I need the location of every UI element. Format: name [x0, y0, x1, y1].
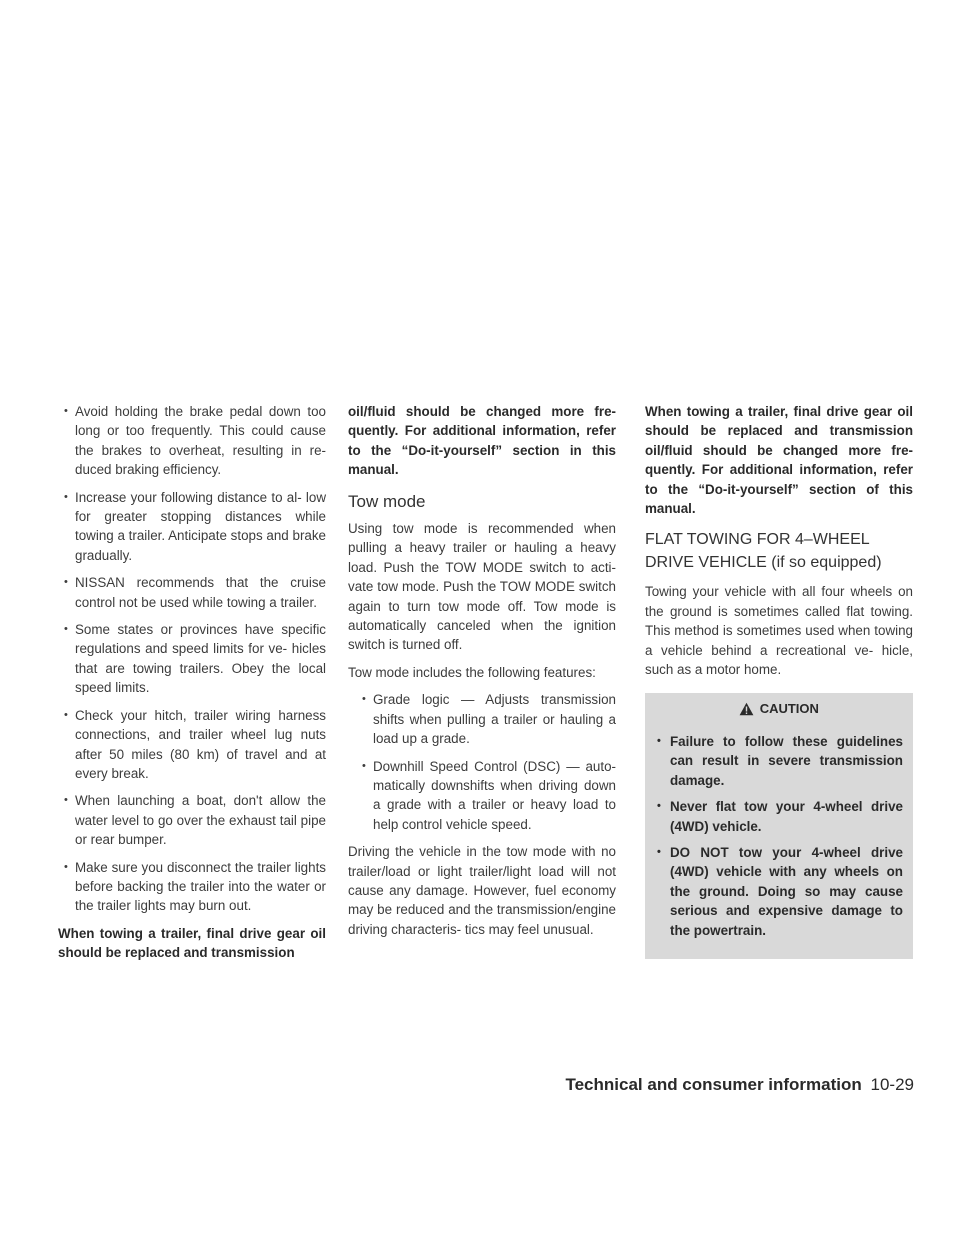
tow-mode-features-list — [348, 690, 616, 834]
caution-header — [655, 699, 903, 721]
gear-oil-note: When towing a trailer, final drive gear oil should be replaced and transmission oil/fluid should be changed more fre- quently. For additional information, refer to the “Do-it-yourself” section of this manual. — [645, 404, 913, 517]
list-item: • When launching a boat, don't allow the water level to go over the exhaust tail pipe or rear bumper. — [58, 791, 326, 849]
list-item: • Make sure you disconnect the trailer lights before backing the trailer into the water or the trailer lights may burn out. — [58, 858, 326, 916]
caution-list — [655, 732, 903, 940]
tow-mode-note: Driving the vehicle in the tow mode with no trailer/load or light trailer/light load will not cause any damage. However, fuel economy may be reduced and the transmission/engine driving characteris- tics may feel unusual. — [348, 844, 616, 937]
flat-towing-description: Towing your vehicle with all four wheels on the ground is sometimes called flat towing. This method is sometimes used when towing a vehicle behind a recreational ve- hicle, such as a motor home. — [645, 584, 913, 678]
column-middle — [348, 402, 616, 947]
gear-oil-note-start: When towing a trailer, final drive gear oil should be replaced and transmission — [58, 925, 326, 961]
list-item: • Downhill Speed Control (DSC) — auto- matically downshifts when driving down a grade with a trailer or heavy load to help control vehicle speed. — [356, 757, 616, 835]
list-item: • Avoid holding the brake pedal down too long or too frequently. This could cause the brakes to overheat, resulting in re- duced braking efficiency. — [58, 402, 326, 480]
list-item: • Check your hitch, trailer wiring harness connections, and trailer wheel lug nuts after 50 miles (80 km) of travel and at every break. — [58, 706, 326, 784]
page-number: 10-29 — [870, 1075, 914, 1094]
caution-box — [645, 693, 913, 958]
flat-towing-heading: FLAT TOWING FOR 4–WHEEL DRIVE VEHICLE (if so equipped) — [645, 531, 882, 572]
list-item: • Some states or provinces have specific regulations and speed limits for ve- hicles that are towing trailers. Obey the local speed limits. — [58, 620, 326, 698]
list-item: • NISSAN recommends that the cruise control not be used while towing a trailer. — [58, 573, 326, 612]
warning-icon — [739, 702, 754, 721]
list-item: • Grade logic — Adjusts transmission shifts when pulling a trailer or hauling a load up a grade. — [356, 690, 616, 748]
list-item: • Never flat tow your 4-wheel drive (4WD) vehicle. — [655, 797, 903, 836]
column-left — [58, 402, 326, 971]
caution-title: CAUTION — [759, 701, 819, 717]
column-right — [645, 402, 913, 959]
section-title: Technical and consumer information — [565, 1075, 862, 1094]
list-item: • DO NOT tow your 4-wheel drive (4WD) vehicle with any wheels on the ground. Doing so may cause serious and expensive damage to the powertrain. — [655, 843, 903, 940]
gear-oil-note-end: oil/fluid should be changed more fre- quently. For additional information, refer to the “Do-it-yourself” section in this manual. — [348, 404, 616, 478]
tow-mode-description: Using tow mode is recommended when pulling a heavy trailer or hauling a heavy load. Push the TOW MODE switch to acti- vate tow mode. Push the TOW MODE switch again to turn tow mode off. Tow mode is automatically canceled when the ignition switch is turned off. — [348, 521, 616, 653]
page-footer — [565, 1075, 914, 1095]
list-item: • Increase your following distance to al- low for greater stopping distances while towing a trailer. Anticipate stops and brake gradually. — [58, 488, 326, 566]
tow-mode-heading: Tow mode — [348, 491, 426, 511]
list-item: • Failure to follow these guidelines can result in severe transmission damage. — [655, 732, 903, 790]
tow-mode-features-intro: Tow mode includes the following features: — [348, 664, 596, 680]
towing-tips-list — [58, 402, 326, 916]
